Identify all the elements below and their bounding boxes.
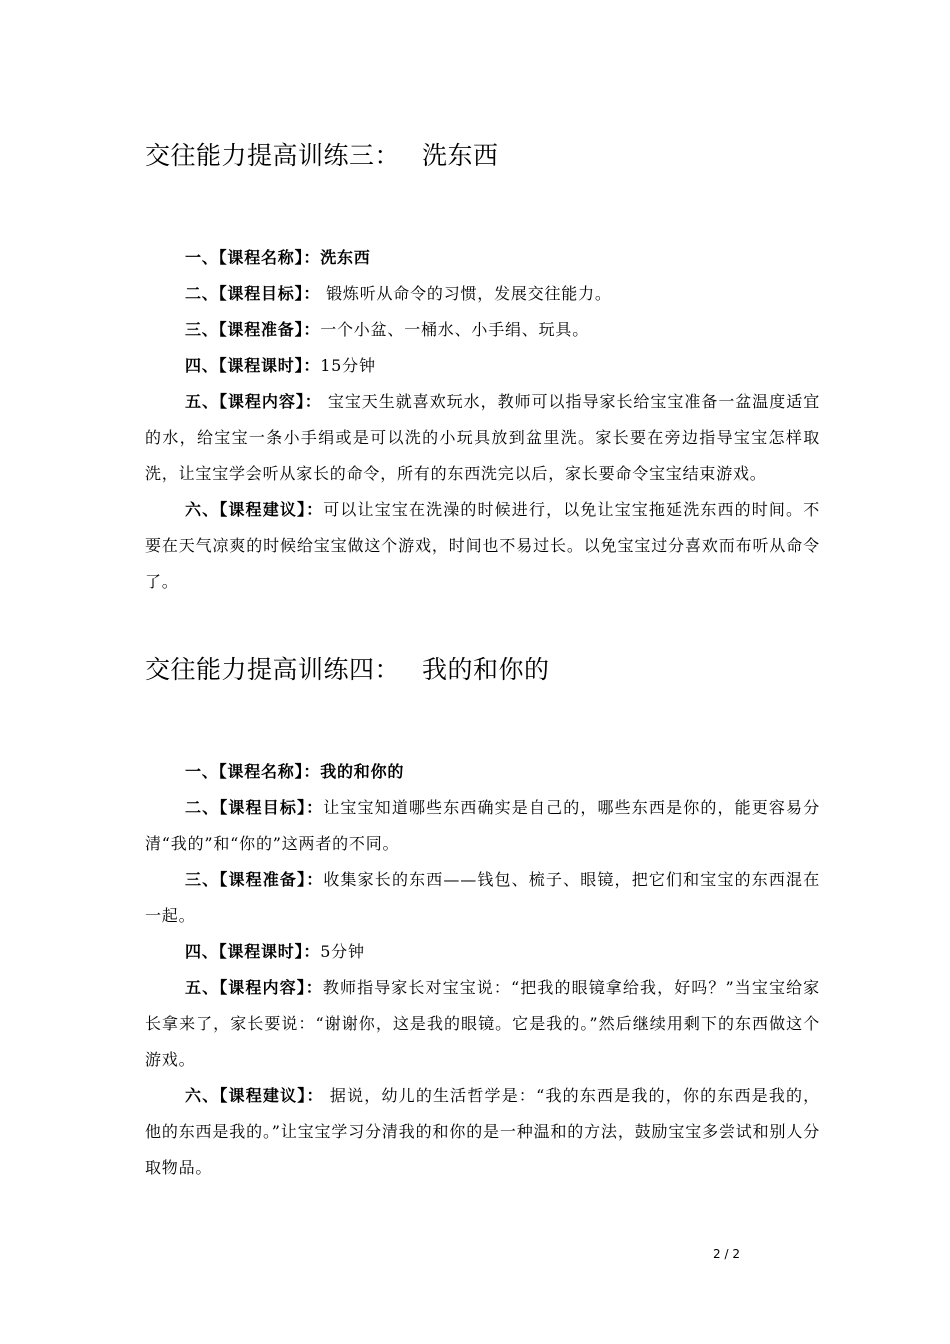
course-item-content: [145, 384, 820, 492]
item-value: 可以让宝宝在洗澡的时候进行，以免让宝宝拖延洗东西的时间。不要在天气凉爽的时候给宝宝做这个游戏，时间也不易过长。以免宝宝过分喜欢而布听从命令了。: [145, 500, 820, 591]
item-value: 宝宝天生就喜欢玩水，教师可以指导家长给宝宝准备一盆温度适宜的水，给宝宝一条小手绢或是可以洗的小玩具放到盆里洗。家长要在旁边指导宝宝怎样取洗，让宝宝学会听从家长的命令，所有的东西洗完以后，家长要命令宝宝结束游戏。: [145, 392, 820, 483]
course-item-name: [145, 240, 820, 276]
item-value: 洗东西: [320, 248, 371, 267]
item-value: 收集家长的东西——钱包、梳子、眼镜，把它们和宝宝的东西混在一起。: [145, 870, 821, 925]
item-label: 二、【课程目标】：: [185, 798, 324, 817]
item-value: 一个小盆、一桶水、小手绢、玩具。: [320, 320, 590, 339]
course-items: [145, 240, 820, 600]
item-label: 六、【课程建议】：: [185, 1086, 324, 1105]
item-value: 5分钟: [320, 942, 365, 961]
course-item-name: [145, 754, 820, 790]
item-value: 让宝宝知道哪些东西确实是自己的，哪些东西是你的，能更容易分清“我的”和“你的”这两者的不同。: [145, 798, 820, 853]
item-value: 据说，幼儿的生活哲学是：“我的东西是我的，你的东西是我的，他的东西是我的。”让宝宝学习分清我的和你的是一种温和的方法，鼓励宝宝多尝试和别人分取物品。: [145, 1086, 820, 1177]
course-item-goal: [145, 790, 820, 862]
item-value: 锻炼听从命令的习惯，发展交往能力。: [320, 284, 612, 303]
item-value: 教师指导家长对宝宝说：“把我的眼镜拿给我，好吗？”当宝宝给家长拿来了，家长要说：“谢谢你，这是我的眼镜。它是我的。”然后继续用剩下的东西做这个游戏。: [145, 978, 820, 1069]
item-label: 四、【课程课时】：: [185, 942, 321, 961]
section-title: [145, 136, 820, 172]
section-training-3: [145, 136, 820, 600]
section-title: [145, 650, 820, 686]
item-label: 三、【课程准备】：: [185, 320, 321, 339]
section-training-4: [145, 650, 820, 1186]
course-item-suggestion: [145, 1078, 820, 1186]
course-item-preparation: [145, 312, 820, 348]
item-label: 一、【课程名称】：: [185, 248, 321, 267]
course-item-duration: [145, 934, 820, 970]
item-label: 六、【课程建议】：: [185, 500, 324, 519]
page-number: 2 / 2: [713, 1247, 740, 1261]
item-value: 我的和你的: [320, 762, 405, 781]
item-value: 15分钟: [320, 356, 376, 375]
course-item-content: [145, 970, 820, 1078]
course-item-preparation: [145, 862, 820, 934]
course-items: [145, 754, 820, 1186]
course-item-goal: [145, 276, 820, 312]
item-label: 二、【课程目标】：: [185, 284, 321, 303]
section-title-main: 交往能力提高训练四：: [145, 655, 401, 684]
item-label: 四、【课程课时】：: [185, 356, 321, 375]
course-item-duration: [145, 348, 820, 384]
course-item-suggestion: [145, 492, 820, 600]
section-title-main: 交往能力提高训练三：: [145, 141, 401, 170]
item-label: 五、【课程内容】：: [185, 978, 323, 997]
section-title-sub: 洗东西: [422, 141, 499, 170]
section-title-sub: 我的和你的: [422, 655, 550, 684]
item-label: 一、【课程名称】：: [185, 762, 321, 781]
item-label: 五、【课程内容】：: [185, 392, 322, 411]
item-label: 三、【课程准备】：: [185, 870, 324, 889]
